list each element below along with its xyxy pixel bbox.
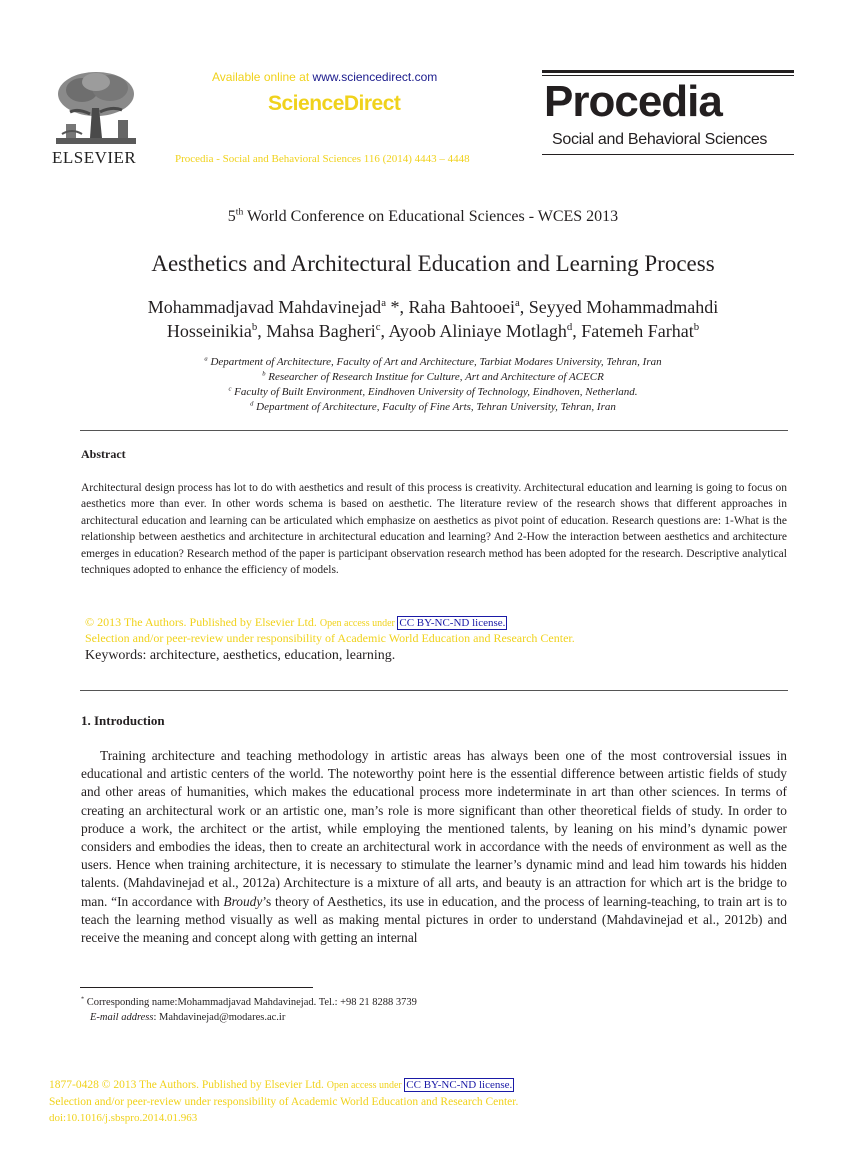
journal-citation: Procedia - Social and Behavioral Sciences 116 (2014) 4443 – 4448 — [175, 153, 470, 165]
elsevier-tree-icon — [52, 68, 140, 148]
affiliation-b: $^b$ Researcher of Research Institue for Culture, Art and Architecture of ACECR — [262, 370, 604, 383]
conference-line: 5th World Conference on Educational Sciences - WCES 2013 — [227, 206, 619, 225]
elsevier-logo — [52, 68, 140, 166]
footer-issn-line: 1877-0428 © 2013 The Authors. Published by Elsevier Ltd. Open access under CC BY-NC-ND license. — [49, 1079, 513, 1091]
authors: Mohammadjavad Mahdavinejad$^a$ *, Raha Bahtooei$^a$, Seyyed Mohammadmahdi Hosseinikia$^b$, Mahsa Bagheri$^c$, Ayoob Aliniaye Motlagh$^d$, Fatemeh Farhat$^b$ — [147, 297, 719, 341]
procedia-title: Procedia — [544, 77, 722, 126]
abstract-selection: Selection and/or peer-review under responsibility of Academic World Education and Research Center. — [85, 631, 575, 645]
footer-selection: Selection and/or peer-review under responsibility of Academic World Education and Research Center. — [49, 1096, 519, 1108]
corresponding-email[interactable]: : Mahdavinejad@modares.ac.ir — [153, 1012, 286, 1023]
sciencedirect-logo: ScienceDirect — [268, 92, 401, 115]
license-link[interactable]: CC BY-NC-ND license. — [399, 617, 506, 629]
footer-doi[interactable]: doi:10.1016/j.sbspro.2014.01.963 — [49, 1112, 198, 1124]
affiliation-d: $^d$ Department of Architecture, Faculty of Fine Arts, Tehran University, Tehran, Iran — [250, 400, 616, 413]
keywords: Keywords: architecture, aesthetics, education, learning. — [85, 648, 396, 663]
affiliation-a: $^a$ Department of Architecture, Faculty of Art and Architecture, Tarbiat Modares University, Tehran, Iran — [204, 355, 662, 368]
available-online-label: Available online at — [212, 70, 313, 84]
intro-body: Training architecture and teaching methodology in artistic areas has always been one of the most controversial issues in educational and artistic centers of the world. The noteworthy point here is the essential difference between artistic fields of study and other areas of humanities, which makes the educational process more indeterminate in art than other sciences. In terms of creating an architectural work or an artistic one, man’s role is more significant than other theoretical fields of study. In order to produce a work, the architect or the artist, while employing the mentioned talents, by leaning on his mind’s dynamic power considers and embodies the ideas, then to create an architectural work in accordance with the needs of environment as well as the users. Hence when training architecture, it is necessary to stimulate the learner’s dynamic mind and lead him towards his hidden talents. (Mahdavinejad et al., 2012a) Architecture is a mixture of all arts, and beauty is an attraction for which art is the bridge to man. “In accordance with Broudy’s theory of Aesthetics, its use in education, and the process of learning-teaching, to train art is to teach the learning method visually as well as making mental pictures in order to understand (Mahdavinejad et al., 2012b) and receive the meaning and concept along with getting an internal — [81, 748, 787, 946]
footer-license-link[interactable]: CC BY-NC-ND license. — [406, 1079, 513, 1091]
rule-top — [80, 430, 788, 431]
intro-heading: 1. Introduction — [81, 713, 165, 728]
procedia-subtitle: Social and Behavioral Sciences — [552, 131, 768, 148]
procedia-logo — [542, 70, 794, 158]
sciencedirect-url[interactable]: www.sciencedirect.com — [312, 70, 438, 84]
footnote: * Corresponding name:Mohammadjavad Mahdavinejad. Tel.: +98 21 8288 3739 E-mail address: Mahdavinejad@modares.ac.ir — [81, 995, 417, 1023]
affiliations — [0, 355, 846, 415]
abstract-body: Architectural design process has lot to do with aesthetics and result of this process is creativity. Architectural education and learning is going to focus on aesthetics more than ever. In other words schema is based on aesthetic. The literature review of the research shows that different approaches in architectural education and learning can be articulated which emphasize on aesthetics as pivot point of education. Research questions are: 1-What is the relationship between aesthetics and architecture in architectural education and learning? And 2-How the interaction between aesthetics and architecture emerges in education? Research method of the paper is participant observation research method has been adopted for the research. Descriptive analytical techniques adopted to enhance the efficiency of models. — [81, 482, 787, 577]
footnote-rule — [80, 987, 313, 988]
abstract-heading: Abstract — [81, 447, 126, 461]
elsevier-wordmark: ELSEVIER — [52, 148, 137, 167]
abstract-copyright: © 2013 The Authors. Published by Elsevier Ltd. Open access under CC BY-NC-ND license. — [85, 615, 506, 629]
affiliation-c: $^c$ Faculty of Built Environment, Eindhoven University of Technology, Eindhoven, Netherland. — [228, 385, 638, 398]
available-online — [212, 70, 437, 84]
rule-mid — [80, 690, 788, 691]
footer — [49, 1077, 518, 1126]
paper-title: Aesthetics and Architectural Education and Learning Process — [151, 251, 715, 276]
